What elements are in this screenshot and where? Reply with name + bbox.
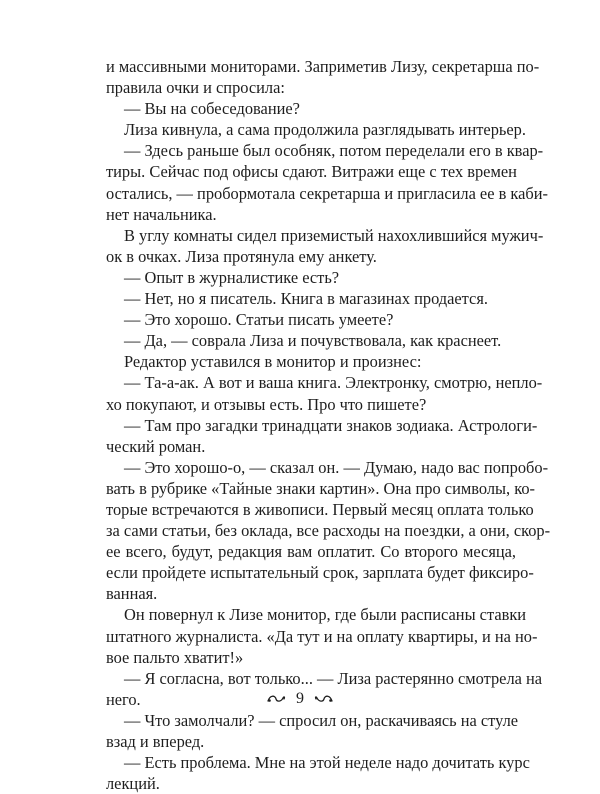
text-line: правила очки и спросила: <box>106 78 285 98</box>
text-line: остались, — пробормотала секретарша и пригласила ее в каби- <box>106 183 548 203</box>
text-line: — Я согласна, вот только... — Лиза растерянно смотрела на <box>124 668 543 688</box>
page-number: 9 <box>296 690 304 708</box>
page-footer <box>0 689 600 709</box>
text-line: тиры. Сейчас под офисы сдают. Витражи еще с тех времен <box>106 162 517 182</box>
text-line: В углу комнаты сидел приземистый нахохлившийся мужич- <box>124 225 544 245</box>
text-line: ок в очках. Лиза протянула ему анкету. <box>106 246 377 266</box>
text-line: Редактор уставился в монитор и произнес: <box>124 352 422 372</box>
text-line: за сами статьи, без оклада, все расходы на поездки, а они, скор- <box>106 521 551 541</box>
left-flourish-icon <box>266 693 286 705</box>
text-line: ческий роман. <box>106 436 206 456</box>
text-line: вать в рубрике «Тайные знаки картин». Она про символы, ко- <box>106 478 535 498</box>
text-line: ванная. <box>106 584 158 604</box>
text-line: — Это хорошо-о, — сказал он. — Думаю, надо вас попробо- <box>124 457 549 477</box>
text-line: лекций. <box>106 774 160 794</box>
text-line: — Опыт в журналистике есть? <box>124 267 340 287</box>
body-text <box>106 56 551 794</box>
text-line: — Вы на собеседование? <box>124 99 300 119</box>
text-line: — Та-а-ак. А вот и ваша книга. Электронку, смотрю, непло- <box>124 373 543 393</box>
text-line: и массивными мониторами. Заприметив Лизу, секретарша по- <box>106 57 540 76</box>
text-line: хо покупают, и отзывы есть. Про что пишете? <box>106 394 427 414</box>
text-line: нет начальника. <box>106 204 217 224</box>
text-line: вое пальто хватит!» <box>106 647 244 667</box>
text-line: — Есть проблема. Мне на этой неделе надо дочитать курс <box>124 753 530 773</box>
text-line: взад и вперед. <box>106 732 205 751</box>
text-line: — Там про загадки тринадцати знаков зодиака. Астрологи- <box>124 415 538 435</box>
right-flourish-icon <box>314 693 334 705</box>
text-line: Он повернул к Лизе монитор, где были расписаны ставки <box>124 605 527 625</box>
text-line: — Да, — соврала Лиза и почувствовала, как краснеет. <box>124 331 502 351</box>
text-line: — Нет, но я писатель. Книга в магазинах продается. <box>124 289 488 309</box>
text-line: — Здесь раньше был особняк, потом переделали его в квар- <box>124 141 544 161</box>
text-line: торые встречаются в живописи. Первый месяц оплата только <box>106 499 534 519</box>
text-line: Лиза кивнула, а сама продолжила разглядывать интерьер. <box>124 120 526 140</box>
text-line: штатного журналиста. «Да тут и на оплату квартиры, и на но- <box>106 626 538 646</box>
text-line: — Что замолчали? — спросил он, раскачиваясь на стуле <box>124 710 519 730</box>
text-line: него. <box>106 689 141 709</box>
text-line: если пройдете испытательный срок, зарплата будет фиксиро- <box>106 563 534 583</box>
text-line: ее всего, будут, редакция вам оплатит. Со второго месяца, <box>106 542 516 562</box>
text-line: — Это хорошо. Статьи писать умеете? <box>124 310 394 330</box>
